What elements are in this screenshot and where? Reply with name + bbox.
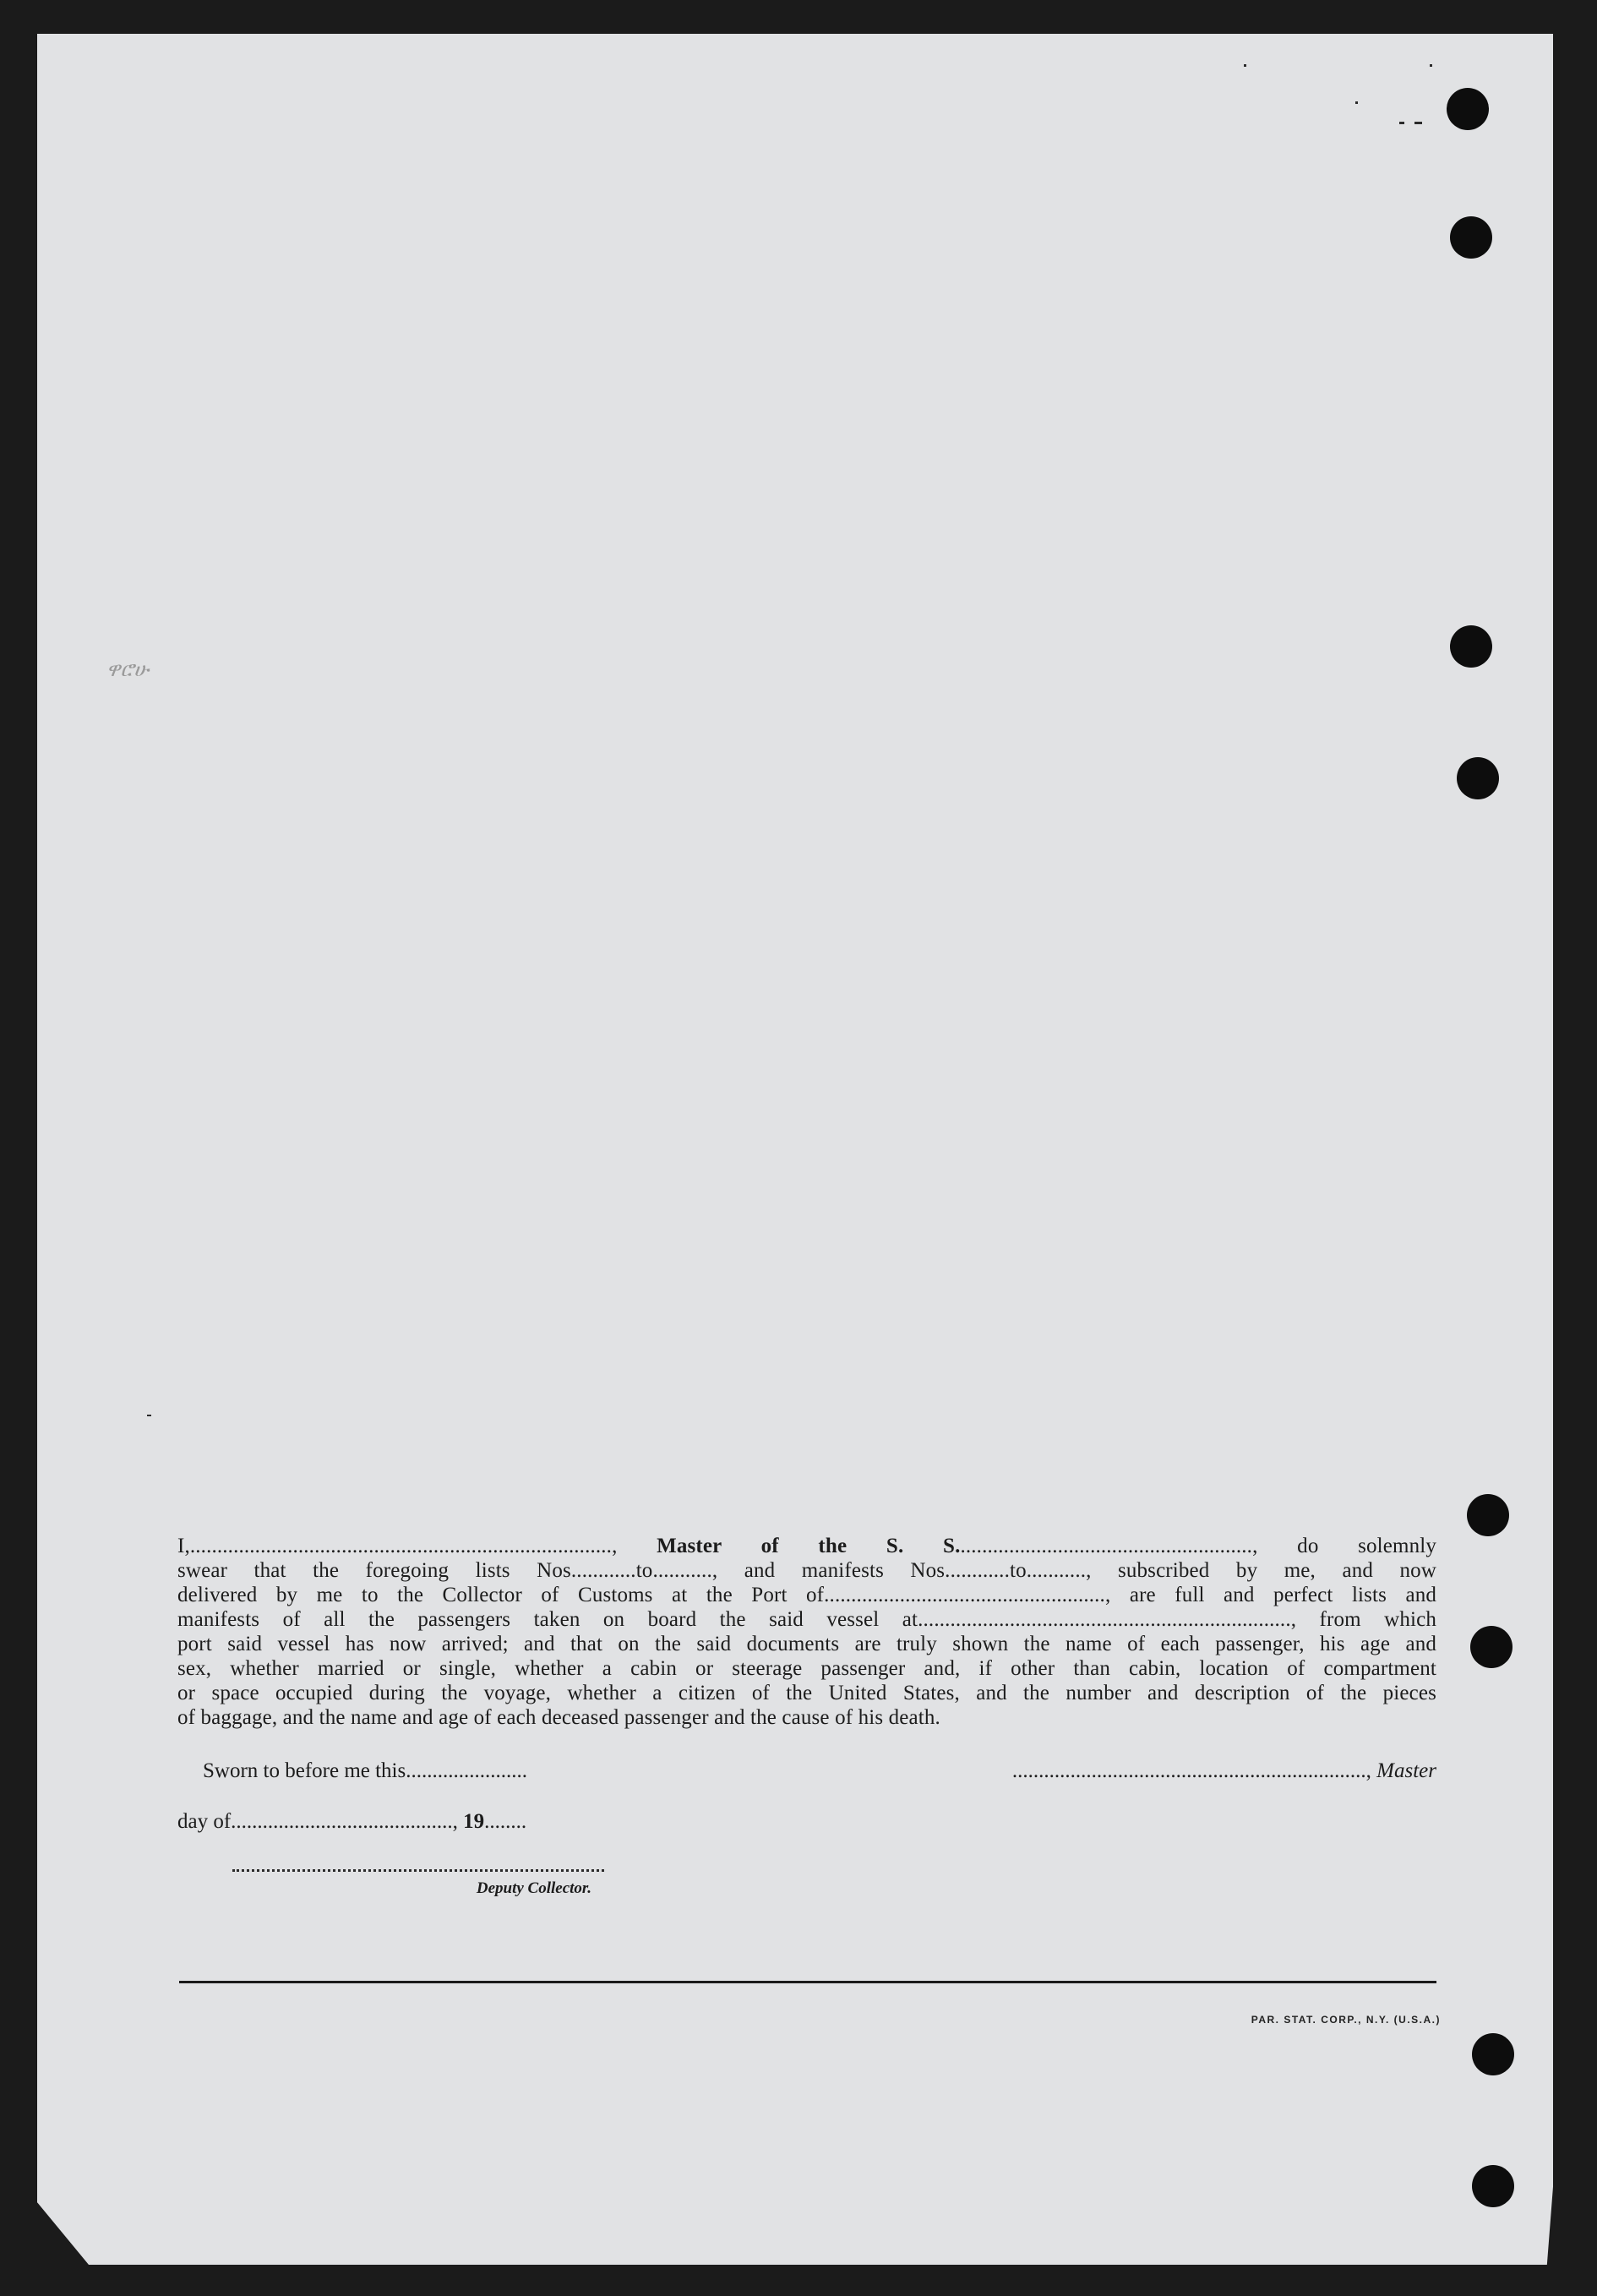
oath-line: port said vessel has now arrived; and that on the said documents are truly shown the name of each passenger, his age and [177,1633,1436,1655]
printer-imprint: PAR. STAT. CORP., N.Y. (U.S.A.) [1251,2014,1441,2026]
ink-speck [1430,64,1432,67]
day-of-line: day of.........................................., 19........ [177,1810,527,1833]
document-page [37,34,1553,2265]
ink-speck [1399,122,1404,124]
punch-hole-icon [1450,625,1492,668]
punch-hole-icon [1467,1494,1509,1536]
oath-paragraph [177,1534,1436,1730]
oath-line: delivered by me to the Collector of Customs at the Port of...................................................., are full and perfect lists and [177,1584,1436,1606]
master-signature-dots: ..................................................................., [1011,1759,1371,1782]
oath-line: sex, whether married or single, whether a cabin or steerage passenger and, if other than cabin, location of compartment [177,1657,1436,1680]
deputy-signature-line [232,1869,604,1872]
pencil-annotation: ዋሮሁ [106,657,150,681]
punch-hole-icon [1472,2165,1514,2207]
ink-speck [1355,101,1358,104]
oath-line: manifests of all the passengers taken on board the said vessel at....................................................................., from which [177,1608,1436,1631]
punch-hole-icon [1450,216,1492,259]
oath-line: I,.............................................................................., Master of the S. S......................................................., do solemnly [177,1535,1437,1557]
oath-line: of baggage, and the name and age of each deceased passenger and the cause of his death. [177,1706,940,1729]
footer-rule [179,1981,1436,1983]
ink-speck [147,1415,151,1416]
punch-hole-icon [1447,88,1489,130]
punch-hole-icon [1470,1626,1513,1668]
master-label: Master [1376,1759,1436,1782]
ink-speck [1244,64,1246,67]
oath-line: swear that the foregoing lists Nos............to..........., and manifests Nos............to..........., subscribed by me, and now [177,1559,1436,1582]
master-signature-line [921,1759,1436,1783]
oath-line: or space occupied during the voyage, whether a citizen of the United States, and the number and description of the pieces [177,1682,1436,1704]
punch-hole-icon [1472,2033,1514,2075]
deputy-collector-label: Deputy Collector. [476,1879,591,1897]
ink-speck [1414,122,1422,124]
punch-hole-icon [1457,757,1499,799]
sworn-date-line: Sworn to before me this....................... [203,1759,527,1782]
